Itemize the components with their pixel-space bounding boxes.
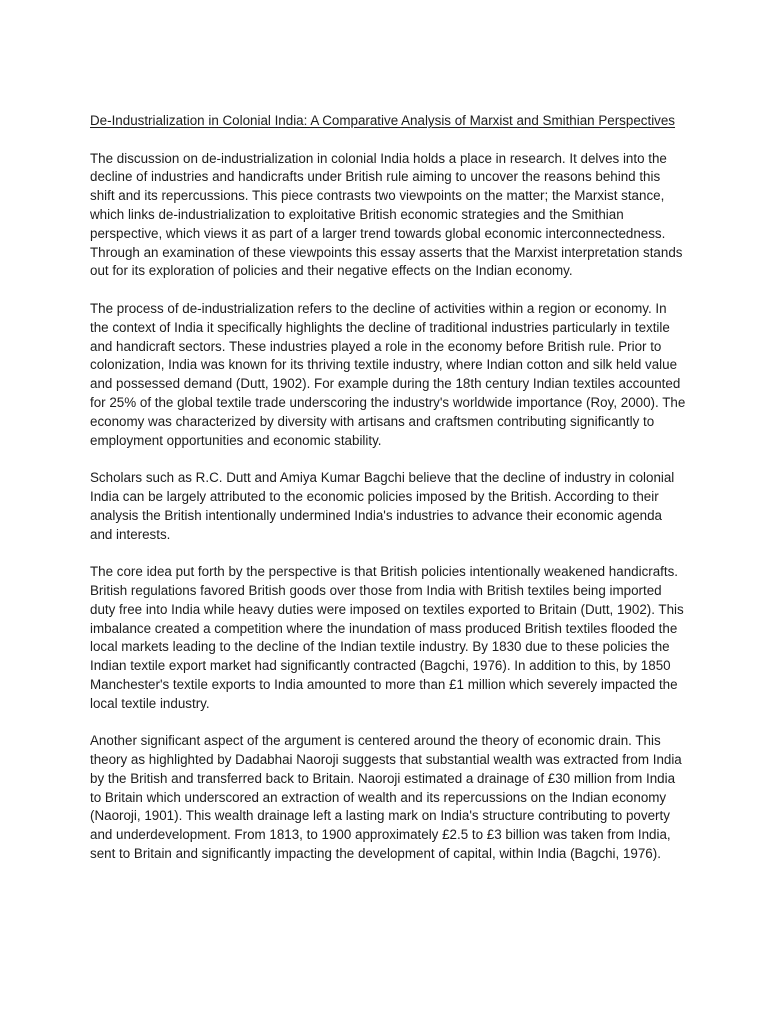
document-title: De-Industrialization in Colonial India: A Comparative Analysis of Marxist and Smithian Perspectives (90, 113, 676, 128)
paragraph-british-policies: The core idea put forth by the perspective is that British policies intentionally weakened handicrafts. British regulations favored British goods over those from India with British textiles being imported duty free into India while heavy duties were imposed on textiles exported to Britain (Dutt, 1902). This imbalance created a competition where the inundation of mass produced British textiles flooded the local markets leading to the decline of the Indian textile industry. By 1830 due to these policies the Indian textile export market had significantly contracted (Bagchi, 1976). In addition to this, by 1850 Manchester's textile exports to India amounted to more than £1 million which severely impacted the local textile industry. (90, 564, 684, 711)
paragraph-economic-drain: Another significant aspect of the argument is centered around the theory of economic drain. This theory as highlighted by Dadabhai Naoroji suggests that substantial wealth was extracted from India by the British and transferred back to Britain. Naoroji estimated a drainage of £30 million from India to Britain which underscored an extraction of wealth and its repercussions on the Indian economy (Naoroji, 1901). This wealth drainage left a lasting mark on India's structure contributing to poverty and underdevelopment. From 1813, to 1900 approximately £2.5 to £3 billion was taken from India, sent to Britain and significantly impacting the development of capital, within India (Bagchi, 1976). (90, 733, 682, 862)
paragraph-definition: The process of de-industrialization refers to the decline of activities within a region or economy. In the context of India it specifically highlights the decline of traditional industries particularly in textile and handicraft sectors. These industries played a role in the economy before British rule. Prior to colonization, India was known for its thriving textile industry, where Indian cotton and silk held value and possessed demand (Dutt, 1902). For example during the 18th century Indian textiles accounted for 25% of the global textile trade underscoring the industry's worldwide importance (Roy, 2000). The economy was characterized by diversity with artisans and craftsmen contributing significantly to employment opportunities and economic stability. (90, 300, 686, 448)
paragraph-scholars: Scholars such as R.C. Dutt and Amiya Kumar Bagchi believe that the decline of industry in colonial India can be largely attributed to the economic policies imposed by the British. According to their analysis the British intentionally undermined India's industries to advance their economic agenda and interests. (90, 470, 675, 542)
document-body (90, 112, 688, 883)
paragraph-introduction: The discussion on de-industrialization in colonial India holds a place in research. It delves into the decline of industries and handicrafts under British rule aiming to uncover the reasons behind this shift and its repercussions. This piece contrasts two viewpoints on the matter; the Marxist stance, which links de-industrialization to exploitative British economic strategies and the Smithian perspective, which views it as part of a larger trend towards global economic interconnectedness. Through an examination of these viewpoints this essay asserts that the Marxist interpretation stands out for its exploration of policies and their negative effects on the Indian economy. (90, 150, 683, 279)
